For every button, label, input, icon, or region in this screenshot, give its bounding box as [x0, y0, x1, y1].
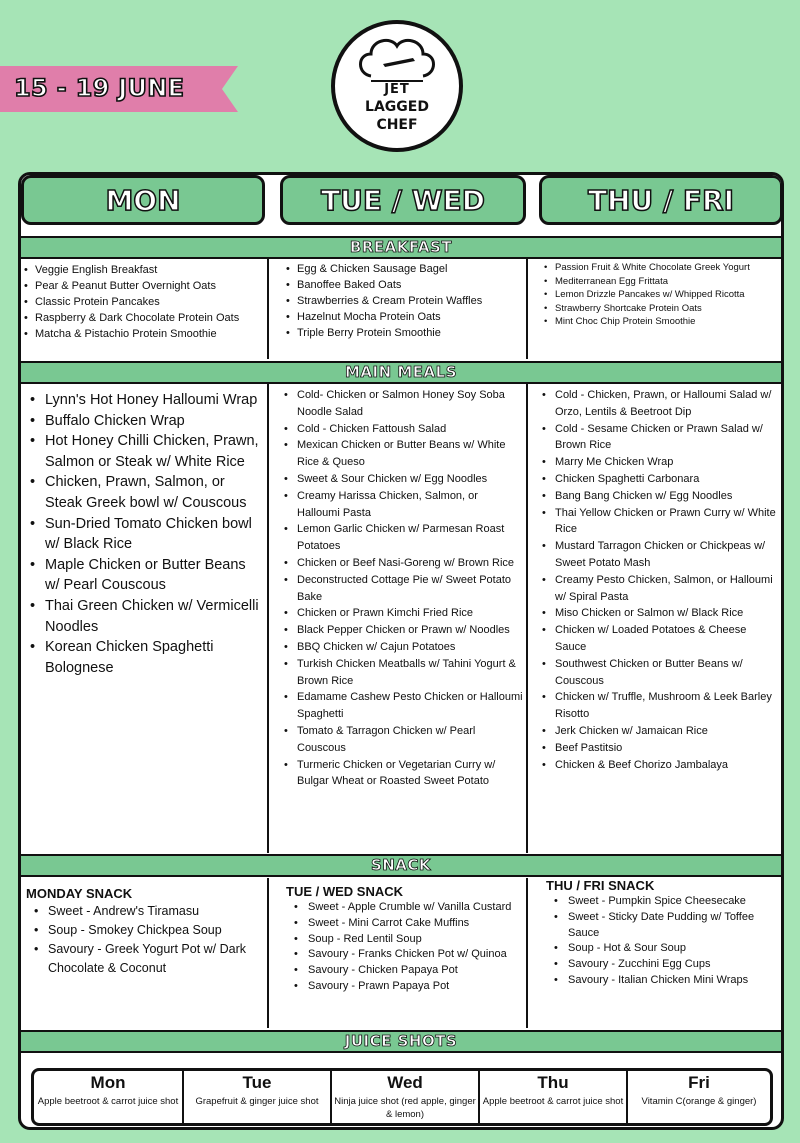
- date-ribbon: [0, 66, 238, 112]
- juice-day: Thu: [537, 1073, 569, 1092]
- list-item: • Beef Pastitsio: [541, 740, 779, 757]
- list-item: • Turkish Chicken Meatballs w/ Tahini Yogurt & Brown Rice: [283, 656, 523, 690]
- list-item: • Maple Chicken or Butter Beans w/ Pearl Couscous: [27, 555, 263, 596]
- list-item: • Chicken & Beef Chorizo Jambalaya: [541, 757, 779, 774]
- juice-desc: Apple beetroot & carrot juice shot: [482, 1096, 624, 1107]
- snack-title: MONDAY SNACK: [26, 886, 133, 901]
- main-meals-mon: [27, 390, 263, 678]
- list-item: • Hazelnut Mocha Protein Oats: [285, 309, 523, 325]
- column-divider: [267, 878, 269, 1028]
- snack-mon: [26, 886, 264, 978]
- section-main-meals: [21, 361, 781, 384]
- section-juice-shots: [21, 1030, 781, 1053]
- main-meals-thu-fri: [541, 387, 779, 773]
- juice-day: Tue: [242, 1073, 272, 1092]
- section-title: JUICE SHOTS: [344, 1032, 458, 1050]
- list-item: • Lynn's Hot Honey Halloumi Wrap: [27, 390, 263, 411]
- list-item: • Marry Me Chicken Wrap: [541, 454, 779, 471]
- list-item: • Chicken w/ Loaded Potatoes & Cheese Sauce: [541, 622, 779, 656]
- list-item: • Buffalo Chicken Wrap: [27, 411, 263, 432]
- list-item: • Lemon Drizzle Pancakes w/ Whipped Ricotta: [543, 288, 779, 302]
- list-item: • Cold - Sesame Chicken or Prawn Salad w/ Brown Rice: [541, 421, 779, 455]
- day-tab-mon: [21, 175, 265, 225]
- snack-title: THU / FRI SNACK: [546, 878, 655, 893]
- list-item: • Sun-Dried Tomato Chicken bowl w/ Black Rice: [27, 514, 263, 555]
- list-item: • Thai Yellow Chicken or Prawn Curry w/ White Rice: [541, 505, 779, 539]
- list-item: • Sweet - Sticky Date Pudding w/ Toffee Sauce: [546, 910, 780, 942]
- section-title: MAIN MEALS: [344, 363, 458, 381]
- logo-line2: LAGGED: [365, 99, 429, 115]
- list-item: • Cold - Chicken, Prawn, or Halloumi Salad w/ Orzo, Lentils & Beetroot Dip: [541, 387, 779, 421]
- section-title: BREAKFAST: [349, 238, 453, 256]
- list-item: • Edamame Cashew Pesto Chicken or Halloumi Spaghetti: [283, 689, 523, 723]
- list-item: • Egg & Chicken Sausage Bagel: [285, 261, 523, 277]
- list-item: • Savoury - Prawn Papaya Pot: [286, 979, 522, 995]
- juice-shot-fri: [628, 1071, 770, 1123]
- list-item: • Pear & Peanut Butter Overnight Oats: [23, 278, 263, 294]
- list-item: • Turmeric Chicken or Vegetarian Curry w/ Bulgar Wheat or Roasted Sweet Potato: [283, 757, 523, 791]
- list-item: • Savoury - Italian Chicken Mini Wraps: [546, 973, 780, 989]
- column-divider: [526, 878, 528, 1028]
- day-label: TUE / WED: [321, 184, 485, 217]
- column-divider: [267, 384, 269, 853]
- juice-day: Wed: [387, 1073, 423, 1092]
- list-item: • Cold - Chicken Fattoush Salad: [283, 421, 523, 438]
- day-label: MON: [105, 184, 181, 217]
- list-item: • Bang Bang Chicken w/ Egg Noodles: [541, 488, 779, 505]
- breakfast-mon: [23, 262, 263, 342]
- list-item: • Mustard Tarragon Chicken or Chickpeas w/ Sweet Potato Mash: [541, 538, 779, 572]
- breakfast-thu-fri: [543, 261, 779, 329]
- list-item: • Triple Berry Protein Smoothie: [285, 325, 523, 341]
- list-item: • Cold- Chicken or Salmon Honey Soy Soba Noodle Salad: [283, 387, 523, 421]
- juice-desc: Ninja juice shot (red apple, ginger & lemon): [334, 1096, 476, 1120]
- list-item: • Thai Green Chicken w/ Vermicelli Noodles: [27, 596, 263, 637]
- list-item: • Chicken w/ Truffle, Mushroom & Leek Barley Risotto: [541, 689, 779, 723]
- list-item: • Chicken or Beef Nasi-Goreng w/ Brown Rice: [283, 555, 523, 572]
- list-item: • Creamy Pesto Chicken, Salmon, or Halloumi w/ Spiral Pasta: [541, 572, 779, 606]
- column-divider: [267, 259, 269, 359]
- list-item: • Strawberries & Cream Protein Waffles: [285, 293, 523, 309]
- list-item: • BBQ Chicken w/ Cajun Potatoes: [283, 639, 523, 656]
- juice-shot-tue: [184, 1071, 330, 1123]
- list-item: • Southwest Chicken or Butter Beans w/ Couscous: [541, 656, 779, 690]
- main-meals-tue-wed: [283, 387, 523, 790]
- list-item: • Lemon Garlic Chicken w/ Parmesan Roast Potatoes: [283, 521, 523, 555]
- list-item: • Soup - Red Lentil Soup: [286, 932, 522, 948]
- list-item: • Veggie English Breakfast: [23, 262, 263, 278]
- list-item: • Sweet - Pumpkin Spice Cheesecake: [546, 894, 780, 910]
- list-item: • Passion Fruit & White Chocolate Greek Yogurt: [543, 261, 779, 275]
- logo-line1: JET: [384, 82, 410, 97]
- day-tab-thu-fri: [539, 175, 783, 225]
- juice-day: Mon: [90, 1073, 126, 1092]
- section-title: SNACK: [370, 856, 432, 874]
- snack-tue-wed: [286, 884, 522, 995]
- jet-lagged-chef-logo: [331, 20, 463, 152]
- list-item: • Jerk Chicken w/ Jamaican Rice: [541, 723, 779, 740]
- list-item: • Creamy Harissa Chicken, Salmon, or Halloumi Pasta: [283, 488, 523, 522]
- list-item: • Raspberry & Dark Chocolate Protein Oats: [23, 310, 263, 326]
- list-item: • Chicken Spaghetti Carbonara: [541, 471, 779, 488]
- list-item: • Matcha & Pistachio Protein Smoothie: [23, 326, 263, 342]
- list-item: • Sweet - Andrew's Tiramasu: [26, 902, 264, 921]
- list-item: • Soup - Smokey Chickpea Soup: [26, 921, 264, 940]
- logo-line3: CHEF: [376, 117, 418, 133]
- list-item: • Hot Honey Chilli Chicken, Prawn, Salmon or Steak w/ White Rice: [27, 431, 263, 472]
- list-item: • Black Pepper Chicken or Prawn w/ Noodles: [283, 622, 523, 639]
- list-item: • Sweet - Apple Crumble w/ Vanilla Custard: [286, 900, 522, 916]
- list-item: • Savoury - Greek Yogurt Pot w/ Dark Chocolate & Coconut: [26, 940, 264, 978]
- list-item: • Strawberry Shortcake Protein Oats: [543, 302, 779, 316]
- list-item: • Soup - Hot & Sour Soup: [546, 941, 780, 957]
- juice-shot-thu: [480, 1071, 626, 1123]
- list-item: • Mediterranean Egg Frittata: [543, 275, 779, 289]
- day-tab-tue-wed: [280, 175, 526, 225]
- juice-shot-wed: [332, 1071, 478, 1123]
- list-item: • Mint Choc Chip Protein Smoothie: [543, 315, 779, 329]
- menu-table: [18, 172, 784, 1130]
- juice-desc: Vitamin C(orange & ginger): [641, 1096, 757, 1107]
- list-item: • Korean Chicken Spaghetti Bolognese: [27, 637, 263, 678]
- juice-desc: Apple beetroot & carrot juice shot: [37, 1096, 179, 1107]
- list-item: • Miso Chicken or Salmon w/ Black Rice: [541, 605, 779, 622]
- list-item: • Mexican Chicken or Butter Beans w/ White Rice & Queso: [283, 437, 523, 471]
- breakfast-tue-wed: [285, 261, 523, 341]
- snack-title: TUE / WED SNACK: [286, 884, 403, 899]
- juice-desc: Grapefruit & ginger juice shot: [195, 1096, 319, 1107]
- juice-shot-mon: [34, 1071, 182, 1123]
- list-item: • Deconstructed Cottage Pie w/ Sweet Potato Bake: [283, 572, 523, 606]
- juice-day: Fri: [688, 1073, 710, 1092]
- list-item: • Chicken, Prawn, Salmon, or Steak Greek bowl w/ Couscous: [27, 472, 263, 513]
- day-label: THU / FRI: [587, 184, 735, 217]
- list-item: • Savoury - Franks Chicken Pot w/ Quinoa: [286, 947, 522, 963]
- list-item: • Chicken or Prawn Kimchi Fried Rice: [283, 605, 523, 622]
- juice-shots-table: [31, 1068, 773, 1126]
- list-item: • Banoffee Baked Oats: [285, 277, 523, 293]
- list-item: • Tomato & Tarragon Chicken w/ Pearl Couscous: [283, 723, 523, 757]
- list-item: • Classic Protein Pancakes: [23, 294, 263, 310]
- date-range: 15 - 19 JUNE: [14, 74, 185, 102]
- column-divider: [526, 384, 528, 853]
- snack-thu-fri: [546, 878, 780, 989]
- column-divider: [526, 259, 528, 359]
- section-snack: [21, 854, 781, 877]
- list-item: • Savoury - Chicken Papaya Pot: [286, 963, 522, 979]
- list-item: • Sweet - Mini Carrot Cake Muffins: [286, 916, 522, 932]
- list-item: • Sweet & Sour Chicken w/ Egg Noodles: [283, 471, 523, 488]
- list-item: • Savoury - Zucchini Egg Cups: [546, 957, 780, 973]
- section-breakfast: [21, 236, 781, 259]
